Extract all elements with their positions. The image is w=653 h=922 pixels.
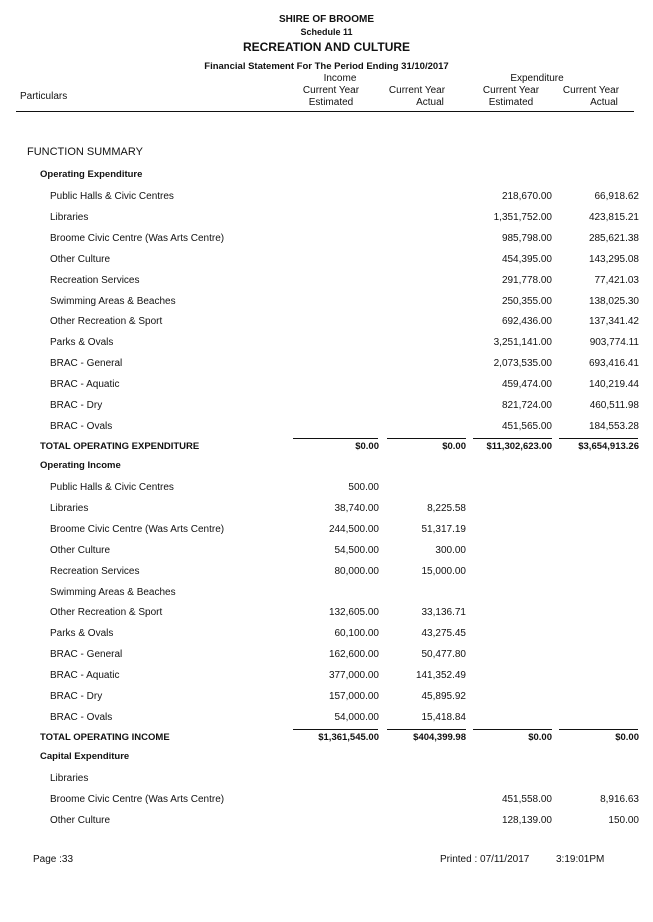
expenditure-estimated-value: 459,474.00 [501, 379, 552, 391]
income-actual-value: 45,895.92 [421, 691, 466, 702]
row-label: Other Culture [50, 814, 111, 826]
row-label: Swimming Areas & Beaches [50, 295, 176, 307]
expenditure-actual-value: 77,421.03 [594, 274, 639, 286]
income-estimated-value: 377,000.00 [328, 670, 379, 682]
particulars-header: Particulars [20, 91, 68, 102]
total-rule [387, 729, 466, 730]
table-row [0, 400, 653, 414]
expenditure-estimated-value: $0.00 [528, 732, 552, 743]
page-subtitle: Financial Statement For The Period Ending 31/10/2017 [204, 61, 449, 72]
expenditure-estimated-value: 821,724.00 [501, 400, 552, 411]
income-actual-value: 51,317.19 [421, 523, 466, 535]
income-actual-value: $404,399.98 [413, 732, 466, 743]
table-row [0, 503, 653, 517]
operating-income-heading: Operating Income [40, 460, 121, 471]
page-title: RECREATION AND CULTURE [242, 40, 411, 54]
col-header-line: Current Year [388, 85, 446, 96]
row-label: BRAC - Ovals [50, 420, 113, 432]
expenditure-actual-value: 137,341.42 [588, 316, 639, 328]
total-rule [473, 729, 552, 730]
income-estimated-value: $0.00 [355, 441, 379, 452]
row-label: BRAC - Dry [50, 691, 103, 702]
col-expenditure-actual-header [546, 85, 636, 109]
expenditure-estimated-value: 692,436.00 [501, 316, 552, 328]
row-label: Other Recreation & Sport [50, 607, 163, 619]
expenditure-actual-value: 143,295.08 [588, 253, 639, 265]
income-actual-value: 15,000.00 [421, 565, 466, 577]
table-row [0, 358, 653, 372]
expenditure-estimated-value: 2,073,535.00 [493, 358, 552, 370]
income-actual-value: $0.00 [442, 441, 466, 452]
row-label: BRAC - Ovals [50, 711, 113, 723]
expenditure-group-header: Expenditure [510, 73, 564, 84]
org-name: SHIRE OF BROOME [278, 14, 374, 25]
row-label: Other Recreation & Sport [50, 316, 163, 328]
expenditure-estimated-value: 985,798.00 [501, 232, 552, 244]
col-header-line: Current Year [482, 85, 540, 96]
col-header-line: Estimated [488, 97, 534, 108]
row-label: Recreation Services [50, 274, 140, 286]
row-label: Public Halls & Civic Centres [50, 482, 174, 493]
operating-expenditure-heading: Operating Expenditure [40, 169, 143, 180]
total-operating-expenditure-row [0, 441, 653, 455]
income-estimated-value: 80,000.00 [334, 565, 379, 577]
income-estimated-value: 162,600.00 [328, 649, 379, 661]
table-row [0, 275, 653, 289]
table-row [0, 524, 653, 538]
col-header-line: Estimated [308, 97, 354, 108]
expenditure-estimated-value: 128,139.00 [501, 814, 552, 826]
row-label: BRAC - Aquatic [50, 670, 120, 682]
expenditure-estimated-value: 291,778.00 [501, 274, 552, 286]
table-row [0, 691, 653, 705]
col-expenditure-estimated-header [466, 85, 556, 109]
row-label: Libraries [50, 773, 89, 784]
income-estimated-value: 244,500.00 [328, 523, 379, 535]
income-estimated-value: 500.00 [348, 482, 379, 493]
col-income-estimated-header [286, 85, 376, 109]
row-label: BRAC - General [50, 649, 123, 661]
expenditure-actual-value: 423,815.21 [588, 211, 639, 223]
income-estimated-value: 38,740.00 [334, 502, 379, 514]
row-label: Libraries [50, 211, 89, 223]
expenditure-estimated-value: 218,670.00 [501, 191, 552, 202]
income-estimated-value: 132,605.00 [328, 607, 379, 619]
total-rule [293, 729, 378, 730]
row-label: Broome Civic Centre (Was Arts Centre) [50, 793, 225, 805]
table-row [0, 587, 653, 601]
total-rule [293, 438, 378, 439]
income-actual-value: 8,225.58 [427, 502, 466, 514]
expenditure-actual-value: 460,511.98 [589, 400, 639, 411]
table-row [0, 254, 653, 268]
row-label: Public Halls & Civic Centres [50, 191, 174, 202]
header-rule [16, 111, 634, 112]
total-operating-income-row [0, 732, 653, 746]
expenditure-actual-value: 8,916.63 [600, 793, 639, 805]
table-row [0, 773, 653, 787]
table-row [0, 379, 653, 393]
col-header-line: Actual [590, 97, 618, 108]
row-label: TOTAL OPERATING INCOME [40, 732, 170, 743]
income-actual-value: 33,136.71 [421, 607, 466, 619]
total-rule [559, 729, 638, 730]
row-label: Libraries [50, 502, 89, 514]
expenditure-actual-value: 184,553.28 [588, 420, 639, 432]
row-label: BRAC - Dry [50, 400, 103, 411]
table-row [0, 628, 653, 642]
table-row [0, 337, 653, 351]
expenditure-actual-value: 150.00 [608, 814, 639, 826]
expenditure-estimated-value: 3,251,141.00 [493, 337, 552, 349]
income-estimated-value: 54,000.00 [334, 711, 379, 723]
expenditure-actual-value: 66,918.62 [594, 191, 639, 202]
row-label: Broome Civic Centre (Was Arts Centre) [50, 232, 225, 244]
row-label: Other Culture [50, 253, 111, 265]
expenditure-estimated-value: 451,565.00 [501, 420, 552, 432]
income-estimated-value: $1,361,545.00 [318, 732, 379, 743]
income-estimated-value: 54,500.00 [334, 544, 379, 556]
income-group-header: Income [323, 73, 357, 84]
expenditure-actual-value: $0.00 [615, 732, 639, 743]
printed-time: 3:19:01PM [556, 854, 605, 865]
table-row [0, 296, 653, 310]
row-label: Swimming Areas & Beaches [50, 586, 176, 598]
table-row [0, 712, 653, 726]
row-label: Broome Civic Centre (Was Arts Centre) [50, 523, 225, 535]
table-row [0, 233, 653, 247]
printed-date: Printed : 07/11/2017 [440, 854, 530, 865]
capital-expenditure-heading: Capital Expenditure [40, 751, 130, 762]
row-label: BRAC - Aquatic [50, 379, 120, 391]
schedule-label: Schedule 11 [300, 27, 353, 37]
table-row [0, 794, 653, 808]
row-label: Other Culture [50, 544, 111, 556]
table-row [0, 482, 653, 496]
function-summary-heading: FUNCTION SUMMARY [27, 146, 143, 158]
table-row [0, 649, 653, 663]
income-actual-value: 141,352.49 [415, 670, 466, 682]
row-label: Recreation Services [50, 565, 140, 577]
income-actual-value: 50,477.80 [421, 649, 466, 661]
income-estimated-value: 60,100.00 [334, 628, 379, 640]
expenditure-actual-value: 138,025.30 [588, 295, 639, 307]
expenditure-estimated-value: 451,558.00 [501, 793, 552, 805]
total-rule [473, 438, 552, 439]
row-label: Parks & Ovals [50, 628, 114, 640]
expenditure-estimated-value: 1,351,752.00 [493, 211, 552, 223]
expenditure-estimated-value: 250,355.00 [501, 295, 552, 307]
table-row [0, 670, 653, 684]
expenditure-actual-value: 285,621.38 [588, 232, 639, 244]
expenditure-estimated-value: $11,302,623.00 [486, 441, 552, 452]
table-row [0, 191, 653, 205]
col-header-line: Current Year [302, 85, 360, 96]
page-number: Page :33 [33, 854, 74, 865]
total-rule [387, 438, 466, 439]
expenditure-actual-value: 903,774.11 [589, 337, 639, 349]
expenditure-actual-value: $3,654,913.26 [578, 441, 639, 452]
income-estimated-value: 157,000.00 [328, 691, 379, 702]
expenditure-estimated-value: 454,395.00 [501, 253, 552, 265]
row-label: TOTAL OPERATING EXPENDITURE [40, 441, 200, 452]
income-actual-value: 300.00 [435, 544, 466, 556]
row-label: BRAC - General [50, 358, 123, 370]
col-income-actual-header [372, 85, 462, 109]
income-actual-value: 43,275.45 [421, 628, 466, 640]
table-row [0, 566, 653, 580]
income-actual-value: 15,418.84 [421, 711, 466, 723]
expenditure-actual-value: 693,416.41 [588, 358, 639, 370]
table-row [0, 815, 653, 829]
col-header-line: Current Year [562, 85, 620, 96]
expenditure-actual-value: 140,219.44 [588, 379, 639, 391]
col-header-line: Actual [416, 97, 444, 108]
table-row [0, 607, 653, 621]
table-row [0, 545, 653, 559]
table-row [0, 421, 653, 435]
row-label: Parks & Ovals [50, 337, 114, 349]
table-row [0, 212, 653, 226]
table-row [0, 316, 653, 330]
total-rule [559, 438, 638, 439]
